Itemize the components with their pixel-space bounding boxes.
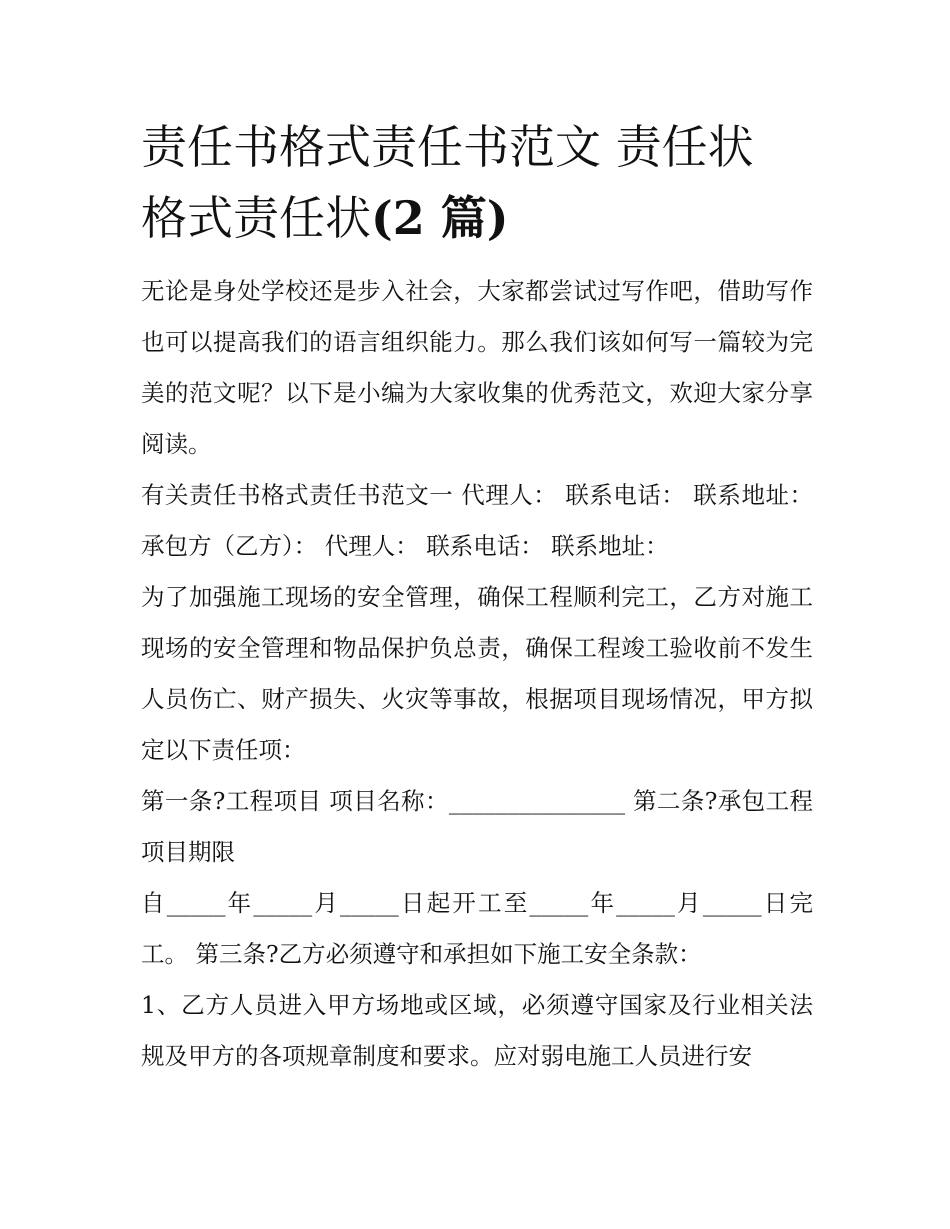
article-1-paragraph: 第一条?工程项目 项目名称：_______________ 第二条?承包工程项目期限 (141, 787, 813, 866)
title-line-1: 责任书格式责任书范文 责任状 (141, 120, 754, 174)
title-line-2: 格式责任状 (141, 191, 371, 245)
intro-paragraph: 无论是身处学校还是步入社会，大家都尝试过写作吧，借助写作也可以提高我们的语言组织能力。那么我们该如何写一篇较为完美的范文呢？以下是小编为大家收集的优秀范文，欢迎大家分享阅读。 (141, 277, 813, 458)
document-body (141, 112, 821, 1082)
parties-paragraph: 有关责任书格式责任书范文一 代理人： 联系电话： 联系地址： 承包方（乙方）： 代理人： 联系电话： 联系地址： (141, 481, 821, 560)
title-count: (2 篇) (371, 191, 509, 245)
clause-1-paragraph: 1、乙方人员进入甲方场地或区域，必须遵守国家及行业相关法规及甲方的各项规章制度和要求。应对弱电施工人员进行安 (141, 991, 813, 1070)
article-2-paragraph: 自_____年_____月_____日起开工至_____年_____月_____日完工。 第三条?乙方必须遵守和承担如下施工安全条款： (141, 889, 813, 968)
purpose-paragraph: 为了加强施工现场的安全管理，确保工程顺利完工，乙方对施工现场的安全管理和物品保护负总责，确保工程竣工验收前不发生人员伤亡、财产损失、火灾等事故，根据项目现场情况，甲方拟定以下责任项： (141, 583, 813, 764)
document-title (141, 112, 813, 254)
